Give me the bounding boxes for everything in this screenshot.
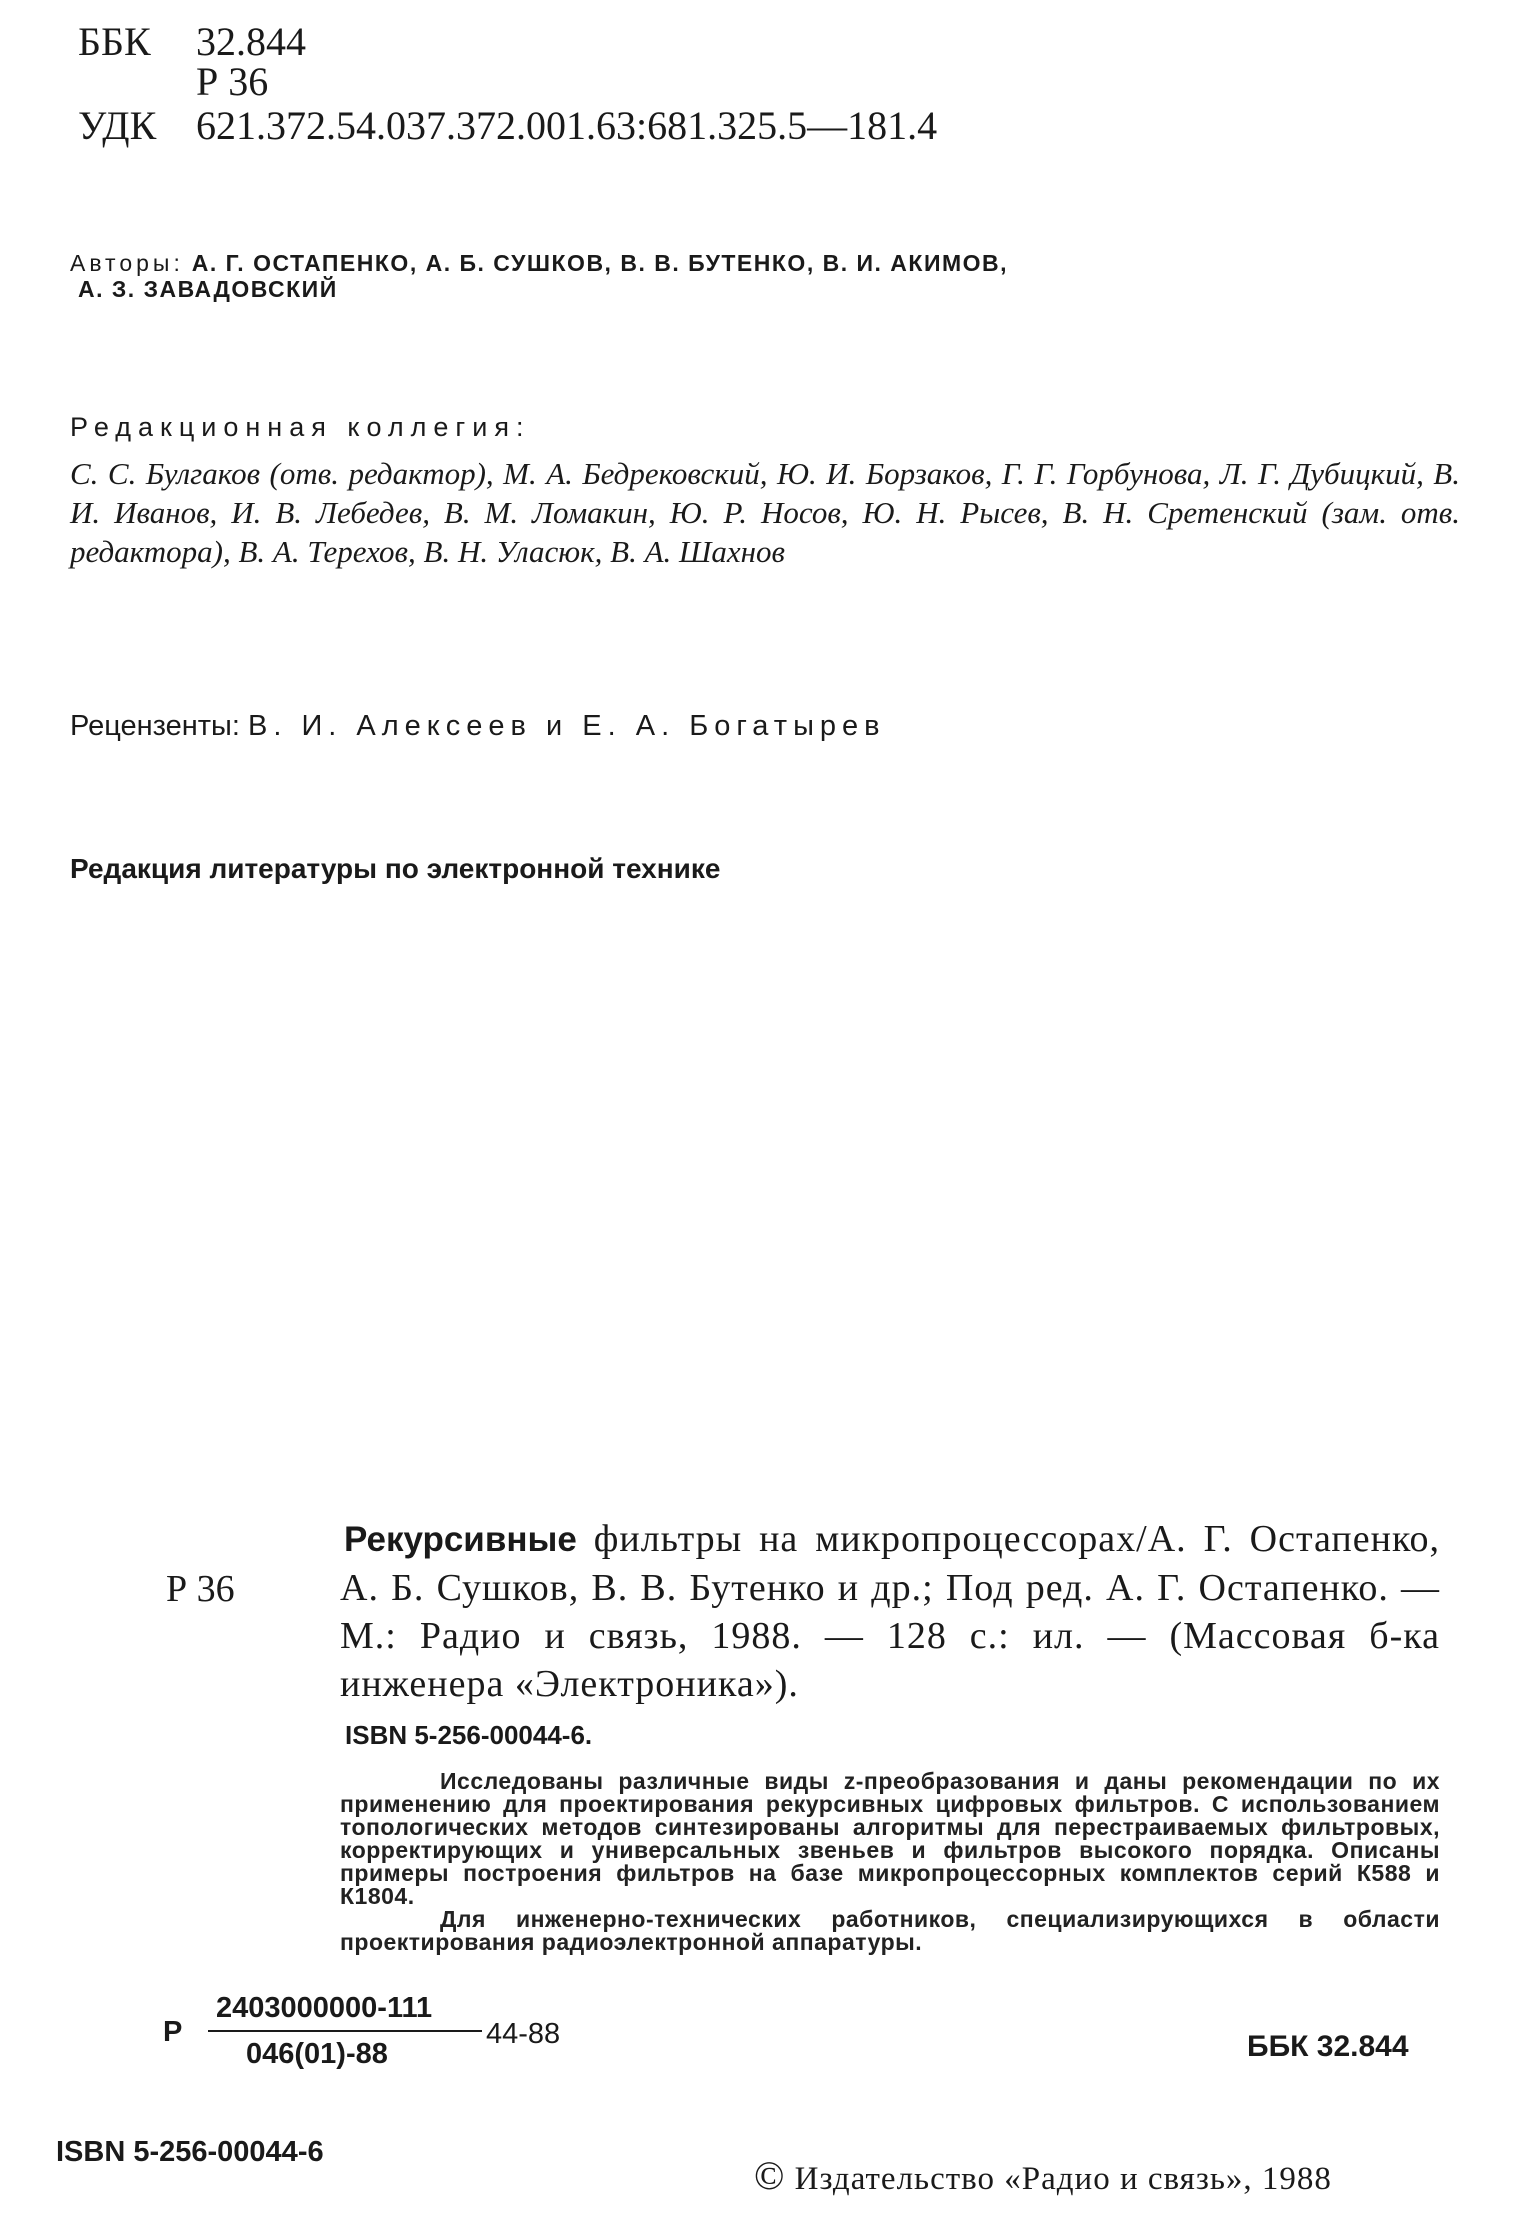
reviewers-label: Рецензенты: (70, 710, 240, 742)
abstract (340, 1770, 1440, 1954)
udk-line (78, 103, 938, 148)
abstract-paragraph-1: Исследованы различные виды z-преобразования и даны рекомендации по их применению для проектирования рекурсивных цифровых фильтров. С использованием топологических методов синтезированы алгоритмы для перестраиваемых фильтровых, корректирующих и универсальных звеньев и фильтров высокого порядка. Описаны примеры построения фильтров на базе микропроцессорных комплектов серий К588 и К1804. (340, 1768, 1440, 1909)
bbk-line (78, 19, 306, 64)
authors-line-1 (70, 250, 1008, 277)
bib-title-bold: Рекурсивные (344, 1520, 577, 1559)
edition-line: Редакция литературы по электронной технике (70, 853, 721, 884)
index-letter: Р (163, 2016, 183, 2048)
bib-record (340, 1515, 1440, 1708)
bbk-label: ББК (78, 19, 151, 64)
bib-isbn: ISBN 5-256-00044-6. (345, 1720, 593, 1750)
author-mark: Р 36 (196, 59, 269, 104)
editorial-board-members: С. С. Булгаков (отв. редактор), М. А. Бедрековский, Ю. И. Борзаков, Г. Г. Горбунова, Л. Г. Дубицкий, В. И. Иванов, И. В. Лебедев, В. М. Ломакин, Ю. Р. Носов, Ю. Н. Рысев, В. Н. Сретенский (зам. отв. редактора), В. А. Терехов, В. Н. Уласюк, В. А. Шахнов (70, 456, 1460, 569)
authors-line-2: А. З. ЗАВАДОВСКИЙ (78, 276, 338, 302)
bib-code: Р 36 (166, 1568, 235, 1610)
index-denominator: 046(01)-88 (246, 2038, 388, 2070)
authors-names-1: А. Г. ОСТАПЕНКО, А. Б. СУШКОВ, В. В. БУТЕНКО, В. И. АКИМОВ, (191, 250, 1009, 276)
index-suffix: 44-88 (486, 2018, 561, 2050)
reviewers-line (70, 710, 886, 743)
index-bbk: ББК 32.844 (1247, 2030, 1409, 2063)
editorial-board-heading: Редакционная коллегия: (70, 412, 531, 442)
authors-label: Авторы: (70, 250, 184, 276)
bbk-code: 32.844 (196, 19, 306, 64)
copyright-text: Издательство «Радио и связь», 1988 (794, 2161, 1332, 2197)
bib-text: фильтры на микропроцессорах/А. Г. Остапенко, А. Б. Сушков, В. В. Бутенко и др.; Под ред. А. Г. Остапенко. — М.: Радио и связь, 1988. — 128 с.: ил. — (Массовая б-ка инженера «Электроника»). (340, 1518, 1440, 1705)
index-numerator: 2403000000-111 (216, 1992, 433, 2024)
copyright-line (754, 2152, 1332, 2199)
abstract-paragraph-2: Для инженерно-технических работников, специализирующихся в области проектирования радиоэлектронной аппаратуры. (340, 1906, 1440, 1955)
footer-isbn: ISBN 5-256-00044-6 (56, 2136, 324, 2168)
copyright-symbol: © (754, 2153, 786, 2198)
fraction-line (208, 2030, 482, 2032)
reviewers-names: В. И. Алексеев и Е. А. Богатырев (247, 710, 886, 742)
udk-code: 621.372.54.037.372.001.63:681.325.5—181.4 (196, 103, 938, 148)
udk-label: УДК (78, 103, 157, 148)
